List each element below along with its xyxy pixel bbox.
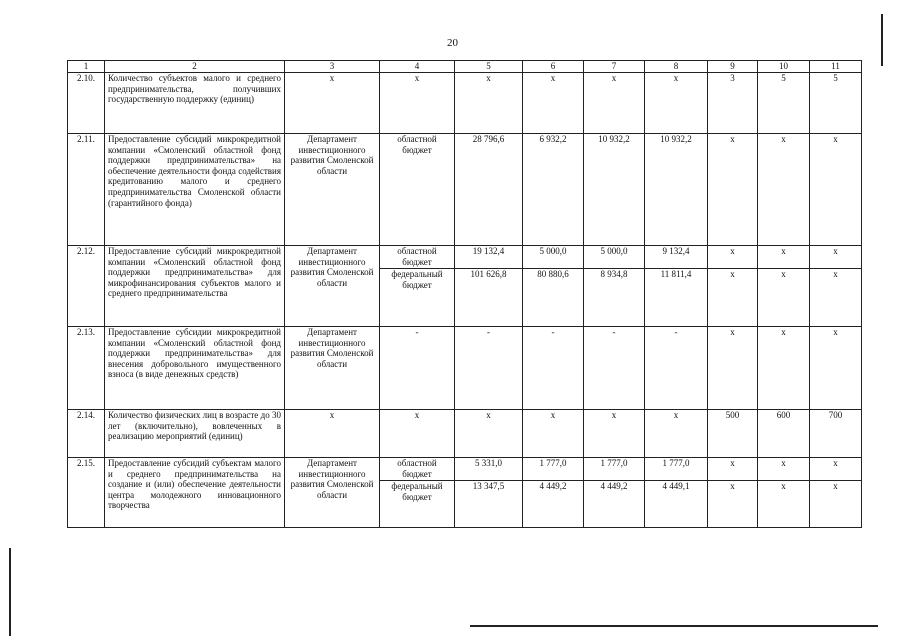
scan-edge-line: [470, 625, 878, 627]
funding-source: x: [380, 410, 455, 458]
column-header: 6: [523, 61, 584, 73]
value-cell: -: [645, 327, 708, 410]
scan-edge-line: [881, 14, 883, 66]
value-cell: x: [584, 73, 645, 134]
responsible-department: Департамент инвестиционного развития Смоленской области: [285, 458, 380, 528]
value-cell: x: [810, 327, 862, 410]
row-number: 2.15.: [68, 458, 105, 528]
column-header: 2: [105, 61, 285, 73]
funding-source: федеральный бюджет: [380, 269, 455, 327]
value-cell: x: [584, 410, 645, 458]
measure-name: Предоставление субсидий микрокредитной компании «Смоленский областной фонд поддержки предпринимательства» на обеспечение деятельности фонда содействия кредитованию малого и среднего предпринимательства Смоленской области (гарантийного фонда): [105, 134, 285, 246]
table-row: [68, 73, 862, 134]
column-header: 1: [68, 61, 105, 73]
value-cell: x: [758, 458, 810, 481]
value-cell: 28 796,6: [455, 134, 523, 246]
value-cell: 1 777,0: [645, 458, 708, 481]
value-cell: x: [758, 134, 810, 246]
value-cell: 80 880,6: [523, 269, 584, 327]
measure-name: Количество физических лиц в возрасте до 30 лет (включительно), вовлеченных в реализацию мероприятий (единиц): [105, 410, 285, 458]
value-cell: 5 331,0: [455, 458, 523, 481]
value-cell: 4 449,1: [645, 481, 708, 528]
value-cell: x: [708, 458, 758, 481]
value-cell: 10 932,2: [584, 134, 645, 246]
responsible-department: x: [285, 410, 380, 458]
value-cell: 5: [810, 73, 862, 134]
value-cell: 8 934,8: [584, 269, 645, 327]
value-cell: 700: [810, 410, 862, 458]
responsible-department: Департамент инвестиционного развития Смоленской области: [285, 327, 380, 410]
value-cell: 5 000,0: [584, 246, 645, 269]
value-cell: 13 347,5: [455, 481, 523, 528]
column-header: 8: [645, 61, 708, 73]
value-cell: x: [708, 327, 758, 410]
funding-source: областной бюджет: [380, 134, 455, 246]
value-cell: 4 449,2: [523, 481, 584, 528]
value-cell: 600: [758, 410, 810, 458]
scan-edge-line: [9, 548, 11, 636]
value-cell: x: [645, 410, 708, 458]
measure-name: Количество субъектов малого и среднего предпринимательства, получивших государственную поддержку (единиц): [105, 73, 285, 134]
table-row: [68, 327, 862, 410]
row-number: 2.12.: [68, 246, 105, 327]
column-header: 4: [380, 61, 455, 73]
row-number: 2.10.: [68, 73, 105, 134]
measure-name: Предоставление субсидий микрокредитной компании «Смоленский областной фонд поддержки предпринимательства» для микрофинансирования субъектов малого и среднего предпринимательства: [105, 246, 285, 327]
column-header: 7: [584, 61, 645, 73]
value-cell: x: [810, 269, 862, 327]
value-cell: -: [584, 327, 645, 410]
value-cell: 3: [708, 73, 758, 134]
funding-source: -: [380, 327, 455, 410]
value-cell: 1 777,0: [584, 458, 645, 481]
value-cell: x: [708, 246, 758, 269]
table-row: [68, 134, 862, 246]
value-cell: 4 449,2: [584, 481, 645, 528]
value-cell: x: [708, 269, 758, 327]
page-number: 20: [447, 37, 458, 49]
row-number: 2.11.: [68, 134, 105, 246]
measure-name: Предоставление субсидии микрокредитной компании «Смоленский областной фонд поддержки предпринимательства» для внесения добровольного имущественного взноса (в виде денежных средств): [105, 327, 285, 410]
row-number: 2.13.: [68, 327, 105, 410]
responsible-department: x: [285, 73, 380, 134]
table-row: [68, 458, 862, 481]
value-cell: -: [523, 327, 584, 410]
value-cell: 19 132,4: [455, 246, 523, 269]
column-header: 9: [708, 61, 758, 73]
value-cell: x: [455, 410, 523, 458]
value-cell: x: [708, 481, 758, 528]
funding-source: областной бюджет: [380, 458, 455, 481]
value-cell: 10 932,2: [645, 134, 708, 246]
funding-source: x: [380, 73, 455, 134]
value-cell: -: [455, 327, 523, 410]
value-cell: x: [523, 73, 584, 134]
row-number: 2.14.: [68, 410, 105, 458]
value-cell: 9 132,4: [645, 246, 708, 269]
funding-source: областной бюджет: [380, 246, 455, 269]
value-cell: x: [523, 410, 584, 458]
responsible-department: Департамент инвестиционного развития Смоленской области: [285, 134, 380, 246]
value-cell: x: [810, 458, 862, 481]
value-cell: 101 626,8: [455, 269, 523, 327]
value-cell: x: [758, 481, 810, 528]
responsible-department: Департамент инвестиционного развития Смоленской области: [285, 246, 380, 327]
value-cell: x: [810, 246, 862, 269]
value-cell: 11 811,4: [645, 269, 708, 327]
value-cell: x: [810, 481, 862, 528]
value-cell: x: [758, 327, 810, 410]
column-header: 5: [455, 61, 523, 73]
value-cell: x: [708, 134, 758, 246]
funding-source: федеральный бюджет: [380, 481, 455, 528]
measure-name: Предоставление субсидий субъектам малого и среднего предпринимательства на создание и (или) обеспечение деятельности центра молодежного инновационного творчества: [105, 458, 285, 528]
value-cell: x: [810, 134, 862, 246]
value-cell: 5: [758, 73, 810, 134]
table-header-row: [68, 61, 862, 73]
value-cell: x: [758, 269, 810, 327]
table-row: [68, 246, 862, 269]
value-cell: 6 932,2: [523, 134, 584, 246]
column-header: 11: [810, 61, 862, 73]
value-cell: 1 777,0: [523, 458, 584, 481]
value-cell: x: [645, 73, 708, 134]
value-cell: 500: [708, 410, 758, 458]
value-cell: x: [758, 246, 810, 269]
value-cell: 5 000,0: [523, 246, 584, 269]
value-cell: x: [455, 73, 523, 134]
column-header: 3: [285, 61, 380, 73]
column-header: 10: [758, 61, 810, 73]
program-table: [67, 60, 862, 528]
table-row: [68, 410, 862, 458]
